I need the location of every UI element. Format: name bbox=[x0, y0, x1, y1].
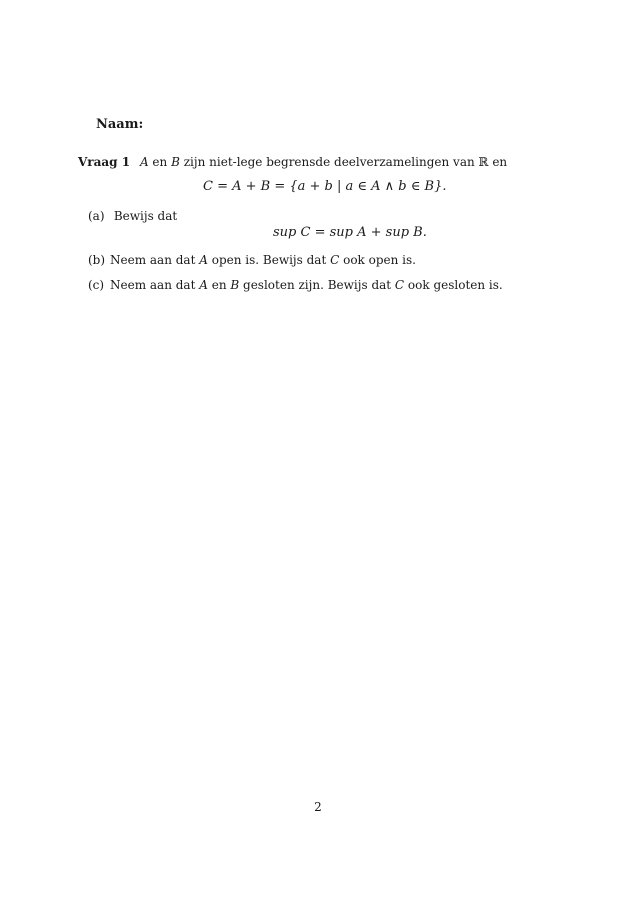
part-c-var-3: C bbox=[394, 278, 405, 292]
part-a-formula: sup C = sup A + sup B. bbox=[273, 225, 427, 240]
part-a-label: (a) bbox=[88, 209, 105, 223]
part-c-label: (c) bbox=[88, 278, 105, 292]
name-label: Naam: bbox=[96, 117, 144, 132]
intro-end: en bbox=[488, 155, 508, 169]
part-b-text-1: Neem aan dat bbox=[110, 253, 200, 267]
question-number: Vraag 1 bbox=[78, 155, 131, 169]
part-b-var-1: A bbox=[199, 253, 208, 267]
definition-formula: C = A + B = {a + b | a ∈ A ∧ b ∈ B}. bbox=[203, 179, 447, 194]
part-b-var-2: C bbox=[330, 253, 340, 267]
intro-text: zijn niet-lege begrensde deelverzamelingen van bbox=[179, 155, 479, 169]
intro-en: en bbox=[148, 155, 172, 169]
part-b bbox=[88, 253, 416, 267]
question-intro bbox=[78, 154, 558, 170]
part-a bbox=[88, 209, 177, 223]
part-c-text-4: ook gesloten is. bbox=[404, 278, 503, 292]
part-c-text-1: Neem aan dat bbox=[110, 278, 200, 292]
page-number: 2 bbox=[314, 800, 322, 814]
part-c bbox=[88, 278, 503, 292]
set-a-symbol: A bbox=[139, 155, 149, 169]
part-b-text-3: ook open is. bbox=[339, 253, 416, 267]
part-c-var-1: A bbox=[199, 278, 208, 292]
part-c-text-2: en bbox=[207, 278, 231, 292]
part-b-label: (b) bbox=[88, 253, 106, 267]
reals-symbol: ℝ bbox=[478, 155, 489, 169]
part-c-var-2: B bbox=[230, 278, 240, 292]
set-b-symbol: B bbox=[171, 155, 180, 169]
part-a-text: Bewijs dat bbox=[113, 209, 178, 223]
part-b-text-2: open is. Bewijs dat bbox=[207, 253, 331, 267]
part-c-text-3: gesloten zijn. Bewijs dat bbox=[239, 278, 395, 292]
